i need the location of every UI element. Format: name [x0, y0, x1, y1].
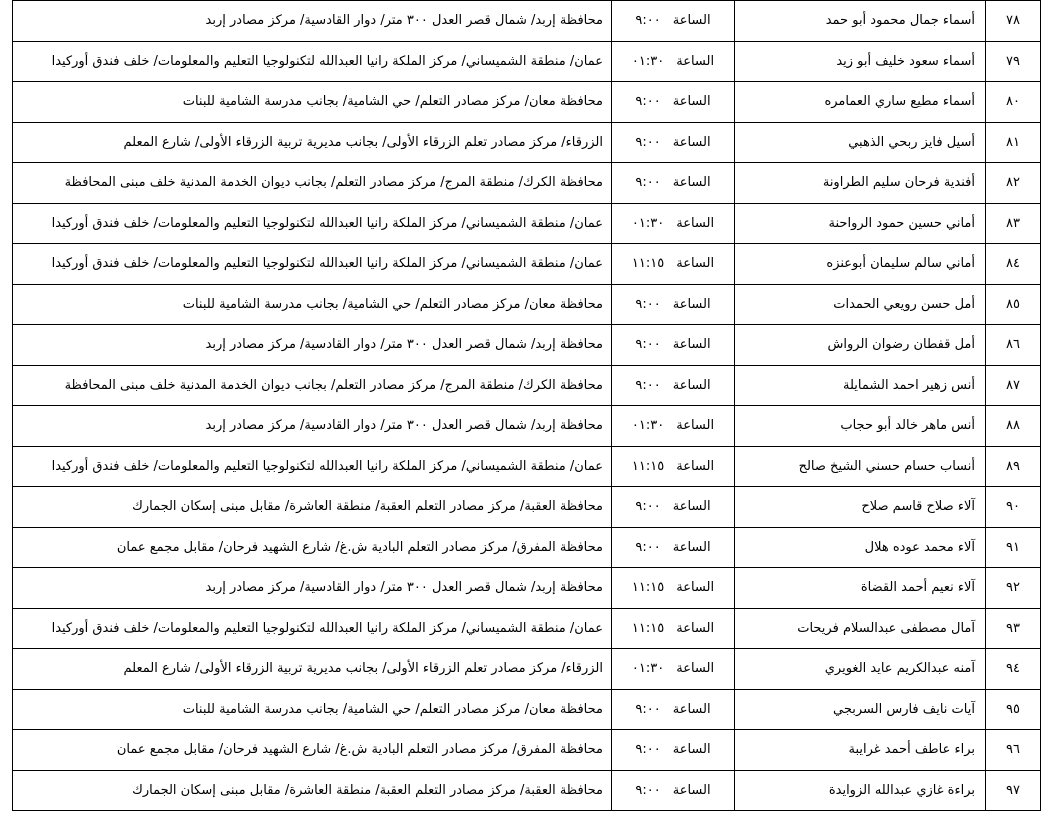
exam-location: محافظة إربد/ شمال قصر العدل ٣٠٠ متر/ دوار القادسية/ مركز مصادر إربد [13, 1, 612, 42]
time-label: الساعة [676, 580, 715, 596]
exam-location: محافظة معان/ مركز مصادر التعلم/ حي الشامية/ بجانب مدرسة الشامية للبنات [13, 689, 612, 730]
candidate-name: أماني حسين حمود الرواحنة [735, 203, 986, 244]
table-row [13, 244, 1041, 285]
time-label: الساعة [672, 175, 711, 191]
exam-location: محافظة العقبة/ مركز مصادر التعلم العقبة/ منطقة العاشرة/ مقابل مبنى إسكان الجمارك [13, 770, 612, 811]
exam-time-cell [612, 649, 735, 690]
exam-time-cell [612, 325, 735, 366]
candidate-name: أماني سالم سليمان أبوعنزه [735, 244, 986, 285]
row-number: ٨٥ [986, 284, 1041, 325]
exam-location: محافظة إربد/ شمال قصر العدل ٣٠٠ متر/ دوار القادسية/ مركز مصادر إربد [13, 325, 612, 366]
exam-location: عمان/ منطقة الشميساني/ مركز الملكة رانيا العبدالله لتكنولوجيا التعليم والمعلومات/ خلف فندق أوركيدا [13, 244, 612, 285]
table-row [13, 82, 1041, 123]
exam-location: عمان/ منطقة الشميساني/ مركز الملكة رانيا العبدالله لتكنولوجيا التعليم والمعلومات/ خلف فندق أوركيدا [13, 41, 612, 82]
time-label: الساعة [676, 458, 715, 474]
exam-time-cell [612, 608, 735, 649]
row-number: ٨٠ [986, 82, 1041, 123]
exam-location: محافظة المفرق/ مركز مصادر التعلم البادية ش.غ/ شارع الشهيد فرحان/ مقابل مجمع عمان [13, 730, 612, 771]
time-label: الساعة [672, 377, 711, 393]
exam-time-cell [612, 365, 735, 406]
table-row [13, 770, 1041, 811]
time-label: الساعة [676, 418, 715, 434]
table-row [13, 608, 1041, 649]
exam-location: محافظة إربد/ شمال قصر العدل ٣٠٠ متر/ دوار القادسية/ مركز مصادر إربد [13, 568, 612, 609]
row-number: ٨٢ [986, 163, 1041, 204]
candidate-name: أفندية فرحان سليم الطراونة [735, 163, 986, 204]
exam-time-cell [612, 406, 735, 447]
candidate-name: آمال مصطفى عبدالسلام فريحات [735, 608, 986, 649]
exam-time-cell [612, 41, 735, 82]
row-number: ٩٥ [986, 689, 1041, 730]
exam-time-cell [612, 730, 735, 771]
table-row [13, 203, 1041, 244]
row-number: ٩٦ [986, 730, 1041, 771]
row-number: ٩١ [986, 527, 1041, 568]
time-value: ٩:٠٠ [635, 94, 661, 110]
exam-location: محافظة المفرق/ مركز مصادر التعلم البادية ش.غ/ شارع الشهيد فرحان/ مقابل مجمع عمان [13, 527, 612, 568]
table-row [13, 163, 1041, 204]
exam-time-cell [612, 487, 735, 528]
row-number: ٩٢ [986, 568, 1041, 609]
row-number: ٩٧ [986, 770, 1041, 811]
time-value: ٩:٠٠ [635, 134, 661, 150]
table-row [13, 487, 1041, 528]
exam-location: عمان/ منطقة الشميساني/ مركز الملكة رانيا العبدالله لتكنولوجيا التعليم والمعلومات/ خلف فندق أوركيدا [13, 446, 612, 487]
exam-time-cell [612, 1, 735, 42]
row-number: ٨٣ [986, 203, 1041, 244]
time-label: الساعة [676, 215, 715, 231]
schedule-table [12, 0, 1041, 811]
exam-time-cell [612, 284, 735, 325]
exam-location: محافظة الكرك/ منطقة المرج/ مركز مصادر التعلم/ بجانب ديوان الخدمة المدنية خلف مبنى المحافظة [13, 365, 612, 406]
time-value: ٩:٠٠ [635, 296, 661, 312]
exam-time-cell [612, 244, 735, 285]
row-number: ٩٠ [986, 487, 1041, 528]
time-value: ٠١:٣٠ [631, 53, 665, 69]
table-row [13, 41, 1041, 82]
exam-location: الزرقاء/ مركز مصادر تعلم الزرقاء الأولى/ بجانب مديرية تربية الزرقاء الأولى/ شارع المعلم [13, 122, 612, 163]
table-row [13, 122, 1041, 163]
exam-location: الزرقاء/ مركز مصادر تعلم الزرقاء الأولى/ بجانب مديرية تربية الزرقاء الأولى/ شارع المعلم [13, 649, 612, 690]
row-number: ٧٨ [986, 1, 1041, 42]
table-row [13, 527, 1041, 568]
time-label: الساعة [672, 742, 711, 758]
time-value: ١١:١٥ [631, 620, 665, 636]
table-row [13, 568, 1041, 609]
table-row [13, 325, 1041, 366]
exam-time-cell [612, 527, 735, 568]
time-value: ١١:١٥ [631, 458, 665, 474]
time-label: الساعة [676, 620, 715, 636]
row-number: ٩٣ [986, 608, 1041, 649]
exam-time-cell [612, 203, 735, 244]
time-label: الساعة [672, 13, 711, 29]
candidate-name: آمنه عبدالكريم عايد الغويري [735, 649, 986, 690]
time-value: ٩:٠٠ [635, 539, 661, 555]
time-value: ٩:٠٠ [635, 13, 661, 29]
exam-time-cell [612, 82, 735, 123]
table-row [13, 649, 1041, 690]
time-label: الساعة [676, 256, 715, 272]
time-value: ٩:٠٠ [635, 701, 661, 717]
exam-location: محافظة معان/ مركز مصادر التعلم/ حي الشامية/ بجانب مدرسة الشامية للبنات [13, 82, 612, 123]
time-value: ١١:١٥ [631, 256, 665, 272]
exam-time-cell [612, 122, 735, 163]
time-value: ٩:٠٠ [635, 337, 661, 353]
time-label: الساعة [672, 499, 711, 515]
table-row [13, 406, 1041, 447]
exam-location: محافظة إربد/ شمال قصر العدل ٣٠٠ متر/ دوار القادسية/ مركز مصادر إربد [13, 406, 612, 447]
time-label: الساعة [672, 296, 711, 312]
time-label: الساعة [676, 661, 715, 677]
candidate-name: آيات نايف فارس السربجي [735, 689, 986, 730]
time-label: الساعة [672, 701, 711, 717]
time-label: الساعة [676, 53, 715, 69]
row-number: ٩٤ [986, 649, 1041, 690]
candidate-name: براء عاطف أحمد غرايبة [735, 730, 986, 771]
time-value: ٠١:٣٠ [631, 418, 665, 434]
row-number: ٨١ [986, 122, 1041, 163]
table-row [13, 446, 1041, 487]
exam-time-cell [612, 770, 735, 811]
exam-location: عمان/ منطقة الشميساني/ مركز الملكة رانيا العبدالله لتكنولوجيا التعليم والمعلومات/ خلف فندق أوركيدا [13, 608, 612, 649]
candidate-name: آلاء صلاح قاسم صلاح [735, 487, 986, 528]
time-label: الساعة [672, 782, 711, 798]
time-label: الساعة [672, 539, 711, 555]
schedule-table-body [13, 1, 1041, 811]
time-label: الساعة [672, 337, 711, 353]
table-row [13, 284, 1041, 325]
time-value: ١١:١٥ [631, 580, 665, 596]
table-row [13, 365, 1041, 406]
exam-location: محافظة معان/ مركز مصادر التعلم/ حي الشامية/ بجانب مدرسة الشامية للبنات [13, 284, 612, 325]
candidate-name: أسماء مطيع ساري العمامره [735, 82, 986, 123]
candidate-name: أسماء جمال محمود أبو حمد [735, 1, 986, 42]
time-value: ٩:٠٠ [635, 175, 661, 191]
exam-location: محافظة الكرك/ منطقة المرج/ مركز مصادر التعلم/ بجانب ديوان الخدمة المدنية خلف مبنى المحافظة [13, 163, 612, 204]
exam-time-cell [612, 446, 735, 487]
candidate-name: آلاء محمد عوده هلال [735, 527, 986, 568]
time-value: ٩:٠٠ [635, 742, 661, 758]
exam-location: عمان/ منطقة الشميساني/ مركز الملكة رانيا العبدالله لتكنولوجيا التعليم والمعلومات/ خلف فندق أوركيدا [13, 203, 612, 244]
row-number: ٨٨ [986, 406, 1041, 447]
candidate-name: أسيل فايز ربحي الذهبي [735, 122, 986, 163]
row-number: ٨٧ [986, 365, 1041, 406]
row-number: ٨٩ [986, 446, 1041, 487]
time-value: ٩:٠٠ [635, 782, 661, 798]
exam-time-cell [612, 163, 735, 204]
candidate-name: أنس زهير احمد الشمايلة [735, 365, 986, 406]
row-number: ٨٦ [986, 325, 1041, 366]
candidate-name: أسماء سعود خليف أبو زيد [735, 41, 986, 82]
time-value: ٠١:٣٠ [631, 661, 665, 677]
table-row [13, 1, 1041, 42]
table-row [13, 689, 1041, 730]
time-value: ٩:٠٠ [635, 377, 661, 393]
candidate-name: أنساب حسام حسني الشيخ صالح [735, 446, 986, 487]
candidate-name: أمل حسن رويعي الحمدات [735, 284, 986, 325]
time-label: الساعة [672, 94, 711, 110]
row-number: ٨٤ [986, 244, 1041, 285]
candidate-name: آلاء نعيم أحمد القضاة [735, 568, 986, 609]
candidate-name: أنس ماهر خالد أبو حجاب [735, 406, 986, 447]
candidate-name: براءة غازي عبدالله الزوايدة [735, 770, 986, 811]
candidate-name: أمل قفطان رضوان الرواش [735, 325, 986, 366]
time-label: الساعة [672, 134, 711, 150]
row-number: ٧٩ [986, 41, 1041, 82]
table-row [13, 730, 1041, 771]
time-value: ٩:٠٠ [635, 499, 661, 515]
exam-time-cell [612, 568, 735, 609]
exam-location: محافظة العقبة/ مركز مصادر التعلم العقبة/ منطقة العاشرة/ مقابل مبنى إسكان الجمارك [13, 487, 612, 528]
time-value: ٠١:٣٠ [631, 215, 665, 231]
exam-time-cell [612, 689, 735, 730]
